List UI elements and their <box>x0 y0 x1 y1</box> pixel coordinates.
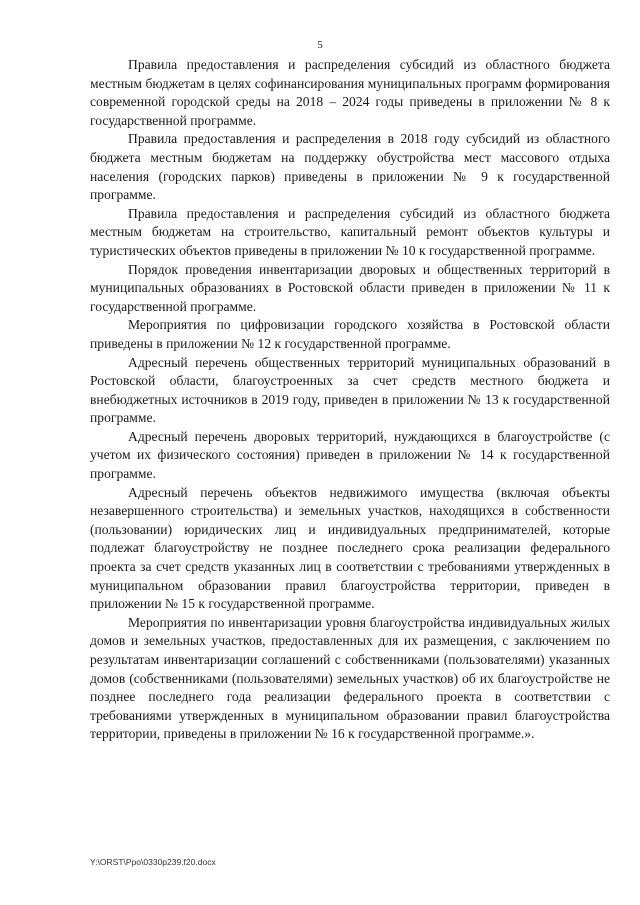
paragraph-appendix-13: Адресный перечень общественных территорий муниципальных образований в Ростовской области, благоустроенных за счет средств местного бюджета и внебюджетных источников в 2019 году, приведен в приложении № 13 к государственной программе. <box>90 354 610 426</box>
paragraph-appendix-16: Мероприятия по инвентаризации уровня благоустройства индивидуальных жилых домов и земельных участков, предоставленных для их размещения, с заключением по результатам инвентаризации соглашений с собственниками (пользователями) указанных домов (собственниками (пользователями) земельных участков) об их благоустройстве не позднее последнего года реализации федерального проекта в соответствии с требованиями утвержденных в муниципальном образовании правил благоустройства территории, приведены в приложении № 16 к государственной программе.». <box>90 614 610 742</box>
page-number: 5 <box>317 39 323 51</box>
paragraph-appendix-14: Адресный перечень дворовых территорий, нуждающихся в благоустройстве (с учетом их физического состояния) приведен в приложении № 14 к государственной программе. <box>90 428 610 482</box>
paragraph-appendix-12: Мероприятия по цифровизации городского хозяйства в Ростовской области приведены в приложении № 12 к государственной программе. <box>90 317 610 351</box>
paragraph-appendix-11: Порядок проведения инвентаризации дворовых и общественных территорий в муниципальных образованиях в Ростовской области приведен в приложении № 11 к государственной программе. <box>90 261 610 314</box>
document-body <box>90 56 610 744</box>
footer-file-path: Y:\ORST\Ppo\0330p239.f20.docx <box>90 857 216 867</box>
paragraph-appendix-10: Правила предоставления и распределения субсидий из областного бюджета местным бюджетам на строительство, капитальный ремонт объектов культуры и туристических объектов приведены в приложении № 10 к государственной программе. <box>90 205 610 258</box>
paragraph-appendix-9: Правила предоставления и распределения в 2018 году субсидий из областного бюджета местным бюджетам на поддержку обустройства мест массового отдыха населения (городских парков) приведены в приложении № 9 к государственной программе. <box>90 131 610 203</box>
paragraph-appendix-8: Правила предоставления и распределения субсидий из областного бюджета местным бюджетам в целях софинансирования муниципальных программ формирования современной городской среды на 2018 – 2024 годы приведены в приложении № 8 к государственной программе. <box>90 57 610 128</box>
paragraph-appendix-15: Адресный перечень объектов недвижимого имущества (включая объекты незавершенного строительства) и земельных участков, находящихся в собственности (пользовании) юридических лиц и индивидуальных предпринимателей, которые подлежат благоустройству не позднее последнего срока реализации федерального проекта за счет средств указанных лиц в соответствии с требованиями утвержденных в муниципальном образовании правил благоустройства территории, приведен в приложении № 15 к государственной программе. <box>90 484 610 612</box>
